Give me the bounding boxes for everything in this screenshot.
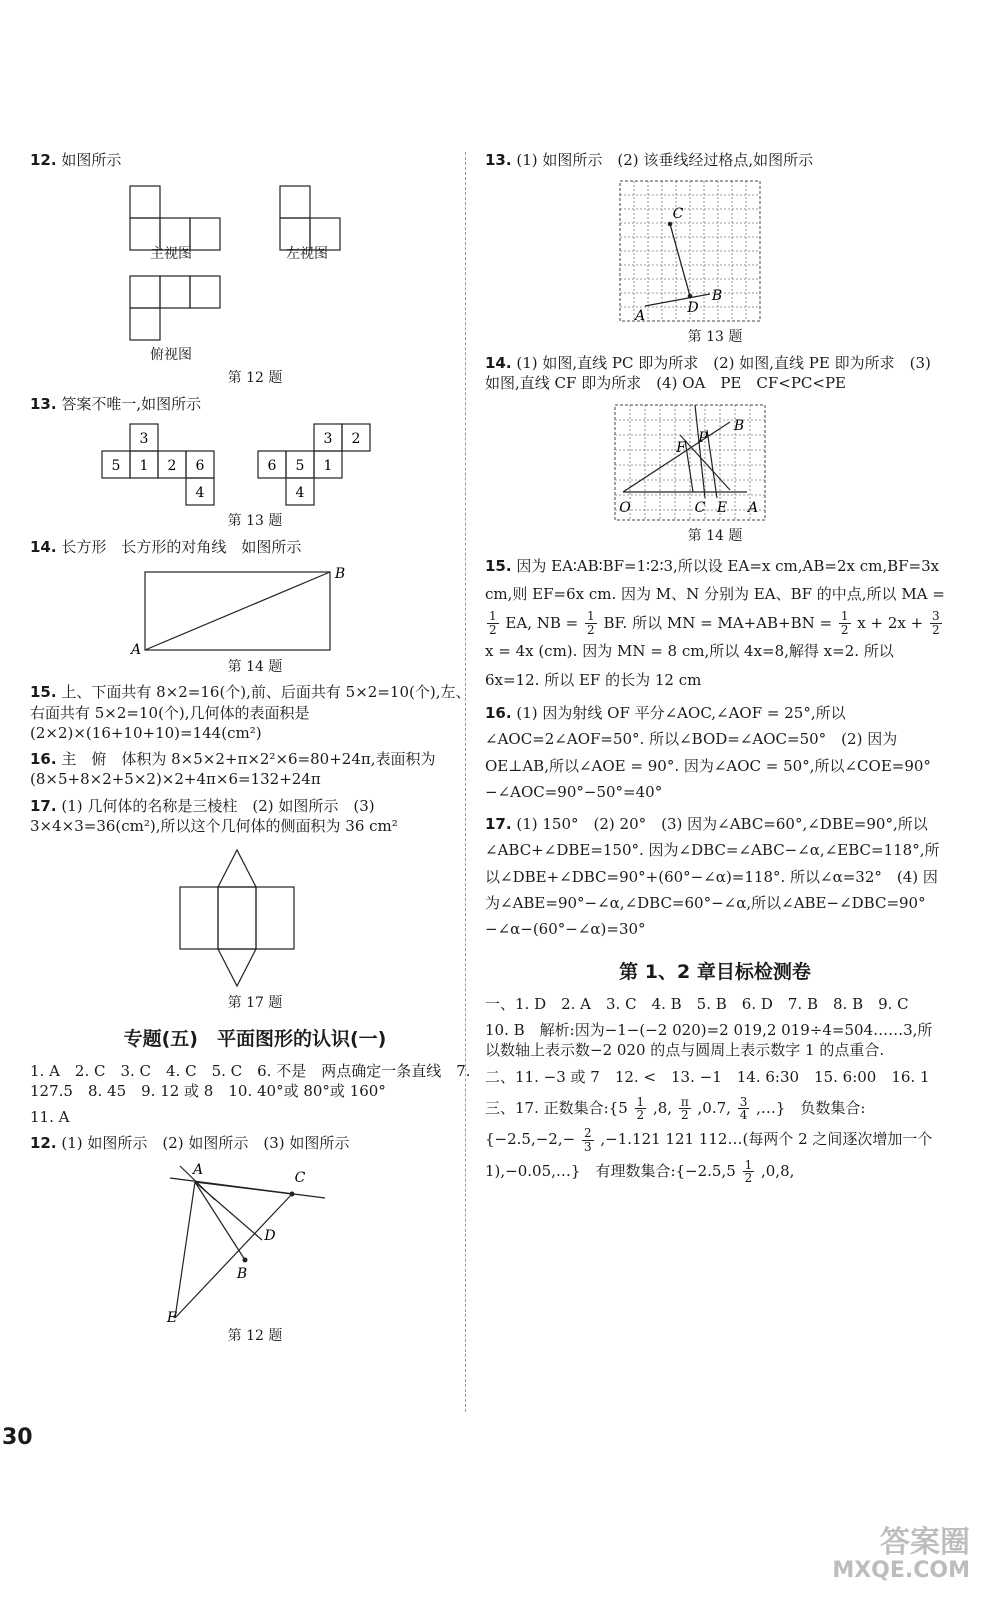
q-number: 16. — [30, 750, 57, 769]
column-divider — [465, 152, 466, 1412]
fraction: $\frac{1}{2}$ — [587, 609, 595, 638]
net2-cell: 2 — [351, 431, 361, 448]
q-number: 16. — [485, 704, 512, 723]
right-q13 — [485, 150, 945, 170]
point-label: C — [672, 206, 684, 223]
net1-cell: 5 — [111, 458, 121, 475]
geometry-figure-12 — [30, 1160, 450, 1325]
q-text: 长方形 长方形的对角线 如图所示 — [61, 538, 302, 557]
net1-cell: 2 — [167, 458, 177, 475]
watermark-logo: 答案圈 MXQE.COM — [832, 1525, 970, 1583]
net1-cell: 6 — [195, 458, 205, 475]
section-title: 专题(五) 平面图形的认识(一) — [123, 1028, 387, 1051]
fraction: $\frac{3}{2}$ — [931, 609, 940, 638]
right-s10: 10. B 解析:因为−1−(−2 020)=2 019,2 019÷4=504……3,所以数轴上表示数−2 020 的点与圆周上表示数字 1 的点重合. — [485, 1021, 933, 1060]
point-label: A — [747, 499, 759, 516]
net2-cell: 1 — [323, 458, 333, 475]
three-views-figure — [30, 176, 430, 351]
figure-caption: 第 14 题 — [227, 658, 283, 675]
q-text: (1) 因为射线 OF 平分∠AOC,∠AOF = 25°,所以∠AOC=2∠AOF=50°. 所以∠BOD=∠AOC=50° (2) 因为 OE⊥AB,所以∠AOE = 90°. 因为∠AOC = 50°,所以∠COE=90°−∠AOC=90°−50°=40° — [485, 704, 931, 801]
right-q16 — [485, 700, 945, 805]
q-number: 13. — [485, 151, 512, 169]
point-label: E — [716, 499, 728, 516]
q-text: (1) 150° (2) 20° (3) 因为∠ABC=60°,∠DBE=90°,所以∠ABC+∠DBE=150°. 因为∠DBC=∠ABC−∠α,∠EBC=118°,所以∠DBE+∠DBC=90°+(60°−∠α)=118°. 所以∠α=32° (4) 因为∠ABE=90°−∠α,∠DBC=60°−∠α,所以∠ABE−∠DBC=90°−∠α−(60°−∠α)=30° — [485, 815, 940, 939]
fraction: $\frac{1}{2}$ — [636, 1094, 645, 1123]
left-s11: 11. A — [30, 1108, 70, 1127]
point-label: B — [334, 565, 346, 582]
point-label: B — [236, 1265, 248, 1282]
rectangle-diagonal-figure — [30, 564, 450, 656]
grid-figure-14 — [485, 400, 945, 525]
q-number: 14. — [30, 538, 57, 557]
left-q15 — [30, 682, 480, 743]
grid-figure-13 — [485, 176, 945, 326]
q-text: (1) 几何体的名称是三棱柱 (2) 如图所示 (3) 3×4×3=36(cm²),所以这个几何体的侧面积为 36 cm² — [30, 796, 398, 835]
fraction: $\frac{1}{2}$ — [840, 609, 849, 638]
net2-cell: 5 — [295, 458, 305, 475]
left-q13 — [30, 394, 480, 414]
left-q16 — [30, 749, 480, 790]
q-text: (1) 如图所示 (2) 如图所示 (3) 如图所示 — [61, 1134, 350, 1153]
left-column — [30, 150, 480, 1352]
section-title: 第 1、2 章目标检测卷 — [619, 961, 811, 984]
fraction: $\frac{1}{2}$ — [489, 609, 497, 638]
q-number: 12. — [30, 151, 57, 169]
point-label: A — [130, 641, 142, 656]
point-label: B — [733, 417, 745, 434]
left-q12 — [30, 150, 480, 170]
front-view-label: 主视图 — [150, 246, 192, 263]
fraction: $\frac{\pi}{2}$ — [680, 1094, 689, 1123]
point-label: D — [687, 300, 699, 317]
q-text: 答案不唯一,如图所示 — [61, 395, 202, 414]
net2-cell: 3 — [323, 431, 333, 448]
figure-caption: 第 12 题 — [227, 1327, 283, 1344]
point-label: D — [264, 1227, 276, 1244]
left-q17 — [30, 796, 480, 837]
q-text: (1) 如图,直线 PC 即为所求 (2) 如图,直线 PE 即为所求 (3) 如图,直线 CF 即为所求 (4) OA PE CF<PC<PE — [485, 354, 931, 393]
net2-cell: 6 — [267, 458, 277, 475]
point-label: C — [694, 499, 706, 516]
net2-cell: 4 — [295, 485, 305, 502]
q-text: (1) 如图所示 (2) 该垂线经过格点,如图所示 — [516, 151, 814, 169]
right-q17 — [485, 811, 945, 942]
q-number: 13. — [30, 395, 57, 414]
point-label: B — [711, 288, 723, 305]
cube-nets-figure — [30, 420, 450, 510]
point-label: F — [676, 439, 686, 456]
side-view-label: 左视图 — [286, 246, 328, 263]
left-s12 — [30, 1133, 480, 1153]
figure-caption: 第 13 题 — [687, 329, 743, 346]
point-label: A — [634, 308, 646, 325]
q-text: 上、下面共有 8×2=16(个),前、后面共有 5×2=10(个),左、右面共有 5×2=10(个),几何体的表面积是(2×2)×(16+10+10)=144(cm²) — [30, 683, 471, 742]
q-number: 12. — [30, 1134, 57, 1153]
right-s1: 一、1. D 2. A 3. C 4. B 5. B 6. D 7. B 8. B 9. C — [485, 994, 909, 1013]
q-number: 15. — [485, 556, 512, 575]
net1-cell: 4 — [195, 485, 205, 502]
right-column — [485, 150, 945, 1193]
point-label: O — [619, 499, 631, 516]
point-label: A — [192, 1161, 204, 1178]
figure-caption: 第 17 题 — [227, 995, 283, 1012]
point-label: C — [294, 1169, 306, 1186]
right-s11: 二、11. −3 或 7 12. < 13. −1 14. 6:30 15. 6:00 16. 1 — [485, 1067, 930, 1086]
net1-cell: 1 — [139, 458, 149, 475]
q-number: 15. — [30, 683, 57, 702]
point-label: E — [166, 1309, 178, 1325]
figure-caption: 第 12 题 — [227, 370, 283, 387]
fraction: $\frac{1}{2}$ — [744, 1157, 753, 1186]
right-s17: 三、17. 正数集合:{5 $\frac{1}{2}$ ,8, $\frac{\pi}{2}$ ,0.7, $\frac{3}{4}$ ,…} 负数集合:{−2.5,−2,− $\frac{2}{3}$ ,−1.121 121 112…(每两个 2 之间逐次增加一个 1),−0.05,…} 有理数集合:{−2.5,5 $\frac{1}{2}$ ,0,8, — [485, 1094, 933, 1186]
q-text: 如图所示 — [61, 151, 122, 169]
q-number: 14. — [485, 354, 512, 373]
point-label: P — [698, 429, 708, 446]
right-q14 — [485, 353, 945, 394]
prism-net-figure — [30, 842, 450, 992]
fraction: $\frac{3}{4}$ — [739, 1094, 748, 1123]
page-number: 30 — [2, 1425, 33, 1450]
left-q14 — [30, 537, 480, 557]
fraction: $\frac{2}{3}$ — [583, 1126, 592, 1154]
q-text: 因为 EA∶AB∶BF=1∶2∶3,所以设 EA=x cm,AB=2x cm,BF=3x cm,则 EF=6x cm. 因为 M、N 分别为 EA、BF 的中点,所以 MA = — [485, 556, 945, 604]
q-number: 17. — [485, 815, 512, 834]
net1-cell: 3 — [139, 431, 149, 448]
q-number: 17. — [30, 796, 57, 815]
right-q15: 15. 因为 EA∶AB∶BF=1∶2∶3,所以设 EA=x cm,AB=2x cm,BF=3x cm,则 EF=6x cm. 因为 M、N 分别为 EA、BF 的中点,所以 MA = $\frac{1}{2}$ EA, NB = $\frac{1}{2}$ BF. 所以 MN = MA+AB+BN = $\frac{1}{2}$ x + 2x + $\frac{3}{2}$ x = 4x (cm). 因为 MN = 8 cm,所以 4x=8,解得 x=2. 所以 6x=12. 所以 EF 的长为 12 cm — [485, 556, 945, 689]
left-s1: 1. A 2. C 3. C 4. C 5. C 6. 不是 两点确定一条直线 7. 127.5 8. 45 9. 12 或 8 10. 40°或 80°或 160° — [30, 1061, 471, 1100]
figure-caption: 第 14 题 — [687, 527, 743, 544]
figure-caption: 第 13 题 — [227, 513, 283, 530]
top-view-label: 俯视图 — [150, 347, 192, 364]
q-text: 主 俯 体积为 8×5×2+π×2²×6=80+24π,表面积为(8×5+8×2+5×2)×2+4π×6=132+24π — [30, 750, 436, 789]
